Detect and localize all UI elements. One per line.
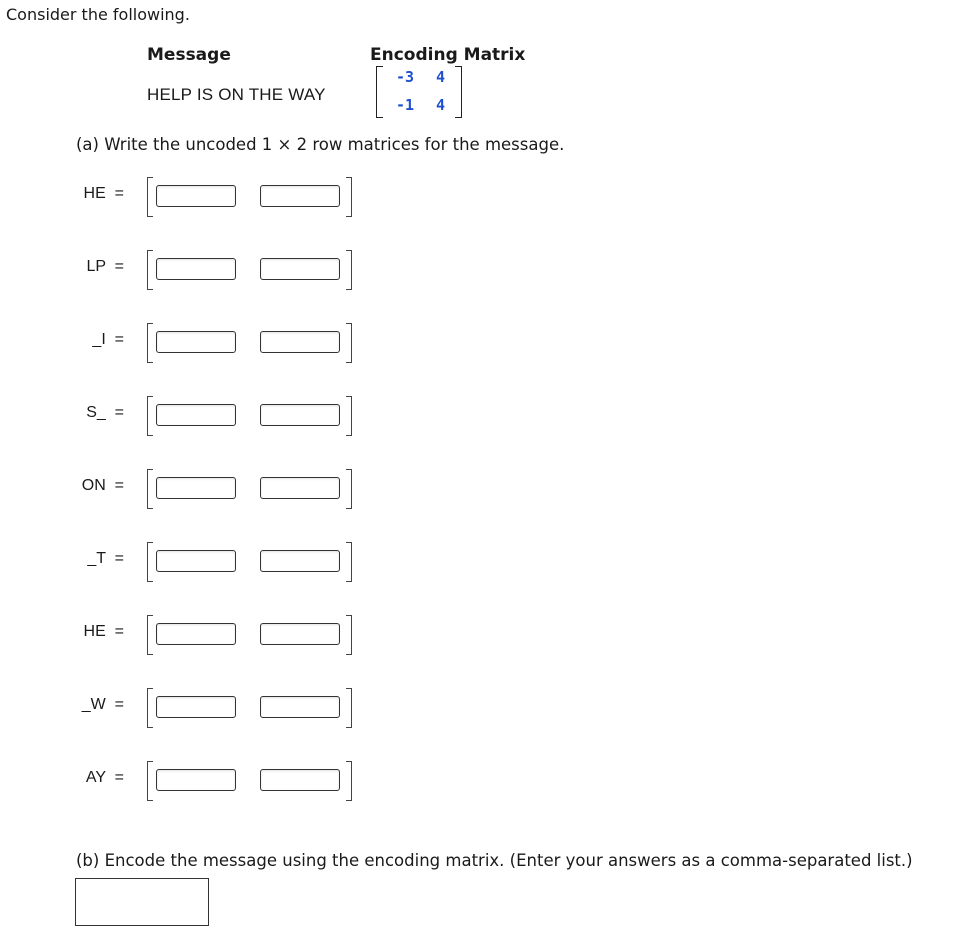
matrix-cell-r1c2: 4 [436, 68, 446, 86]
row-value-1-input[interactable] [156, 623, 236, 645]
row-value-1-input[interactable] [156, 331, 236, 353]
row-left-bracket [147, 177, 153, 217]
matrix-cell-r2c1: -1 [396, 96, 415, 114]
matrix-cell-r1c1: -3 [396, 68, 415, 86]
row-value-1-input[interactable] [156, 258, 236, 280]
message-header: Message [147, 45, 231, 65]
part-b-prompt: (b) Encode the message using the encoding matrix. (Enter your answers as a comma-separated list.) [76, 851, 913, 870]
row-value-2-input[interactable] [260, 550, 340, 572]
row-label: LP = [86, 258, 124, 275]
row-label: _I = [92, 331, 124, 348]
row-label: _T = [87, 550, 124, 567]
row-matrix [0, 614, 400, 654]
row-matrix [0, 249, 400, 289]
row-label: HE = [83, 623, 124, 640]
encoding-matrix-header: Encoding Matrix [370, 45, 526, 65]
row-value-1-input[interactable] [156, 404, 236, 426]
row-value-2-input[interactable] [260, 696, 340, 718]
row-value-2-input[interactable] [260, 769, 340, 791]
part-a-prompt: (a) Write the uncoded 1 × 2 row matrices for the message. [76, 135, 565, 154]
row-matrix [0, 468, 400, 508]
row-matrix [0, 760, 400, 800]
row-left-bracket [147, 396, 153, 436]
row-left-bracket [147, 323, 153, 363]
row-right-bracket [346, 542, 352, 582]
row-right-bracket [346, 688, 352, 728]
row-right-bracket [346, 469, 352, 509]
row-value-2-input[interactable] [260, 258, 340, 280]
row-right-bracket [346, 615, 352, 655]
row-label: AY = [85, 769, 124, 786]
row-label: S_ = [86, 404, 124, 421]
message-text: HELP IS ON THE WAY [147, 85, 326, 104]
row-matrix [0, 541, 400, 581]
row-matrix [0, 395, 400, 435]
row-value-1-input[interactable] [156, 696, 236, 718]
row-value-2-input[interactable] [260, 185, 340, 207]
row-left-bracket [147, 542, 153, 582]
row-value-1-input[interactable] [156, 185, 236, 207]
row-value-1-input[interactable] [156, 550, 236, 572]
row-matrix [0, 176, 400, 216]
row-left-bracket [147, 615, 153, 655]
encoding-matrix [376, 66, 462, 118]
row-value-2-input[interactable] [260, 623, 340, 645]
row-label: _W = [81, 696, 124, 713]
matrix-cell-r2c2: 4 [436, 96, 446, 114]
row-value-1-input[interactable] [156, 769, 236, 791]
encoded-message-input[interactable] [75, 878, 209, 926]
matrix-right-bracket [455, 66, 462, 118]
row-value-2-input[interactable] [260, 331, 340, 353]
row-left-bracket [147, 469, 153, 509]
intro-text: Consider the following. [6, 5, 190, 24]
row-label: HE = [83, 185, 124, 202]
row-right-bracket [346, 250, 352, 290]
matrix-left-bracket [376, 66, 383, 118]
row-value-2-input[interactable] [260, 404, 340, 426]
row-left-bracket [147, 761, 153, 801]
row-matrix [0, 687, 400, 727]
row-right-bracket [346, 396, 352, 436]
row-label: ON = [81, 477, 124, 494]
row-left-bracket [147, 688, 153, 728]
row-matrix [0, 322, 400, 362]
row-value-1-input[interactable] [156, 477, 236, 499]
row-right-bracket [346, 177, 352, 217]
row-value-2-input[interactable] [260, 477, 340, 499]
row-right-bracket [346, 323, 352, 363]
row-right-bracket [346, 761, 352, 801]
row-left-bracket [147, 250, 153, 290]
